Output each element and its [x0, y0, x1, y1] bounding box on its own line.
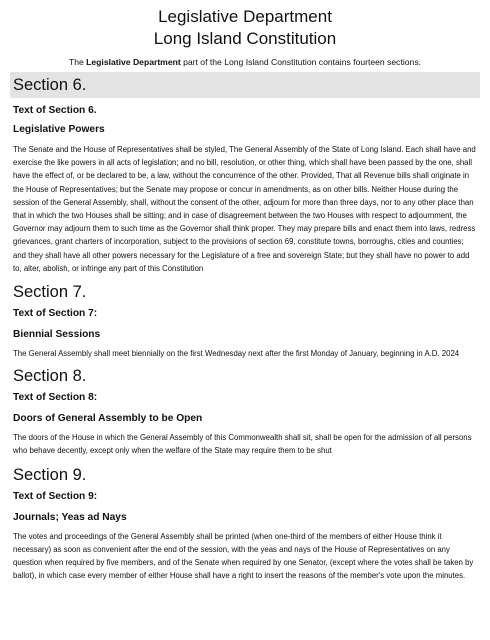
section-6 — [10, 72, 480, 275]
document-subtitle: Long Island Constitution — [153, 29, 337, 48]
section-text-label: Text of Section 7: — [13, 308, 98, 320]
intro-prefix: The — [68, 57, 87, 67]
intro-suffix: part of the Long Island Constitution contains fourteen sections. — [180, 57, 422, 67]
section-title: Biennial Sessions — [13, 329, 101, 341]
section-heading: Section 9. — [13, 465, 87, 484]
section-text-label: Text of Section 6. — [13, 105, 97, 116]
section-heading: Section 6. — [10, 72, 480, 98]
section-body: The General Assembly shall meet biennially on the first Wednesday next after the first Monday of January, beginning in A.D. 2024 — [13, 349, 460, 359]
document-title: Legislative Department — [158, 7, 332, 26]
intro-bold-term: Legislative Department — [86, 57, 181, 67]
intro-paragraph — [10, 56, 480, 68]
section-9 — [10, 464, 480, 583]
section-text-label: Text of Section 8: — [13, 392, 98, 404]
section-text-label: Text of Section 9: — [13, 490, 98, 502]
section-7 — [10, 281, 480, 360]
section-body: The votes and proceedings of the General Assembly shall be printed (when one-third of the members of either House think it necessary) as soon as convenient after the end of the session, with the yeas and nays of the House of Representatives on any question when required by five members, and of the Senate when required by one Senator, (except where the votes shall be taken by ballot), in which case every member of either House shall have a right to insert the reasons of the member's vote upon the minutes. — [13, 531, 474, 581]
section-heading: Section 8. — [13, 367, 87, 386]
section-8 — [10, 365, 480, 457]
section-title: Doors of General Assembly to be Open — [13, 413, 203, 425]
section-title: Legislative Powers — [13, 124, 105, 135]
section-body: The Senate and the House of Representatives shall be styled, The General Assembly of the State of Long Island. Each shall have and exercise the like powers in all acts of legislation; and no bill, resolution, or other thing, which shall have been passed by the one, shall have the effect of, or be declared to be, a law, without the concurrence of the other. Provided, That all Revenue bills shall originate in the House of Representatives; but the Senate may propose or concur in amendments, as on other bills. Neither House during the session of the General Assembly, shall, without the consent of the other, adjourn for more than three days, nor to any other place than that in which the two Houses shall be sitting; and in case of disagreement between the two Houses with respect to adjournment, the Governor may adjourn them to such time as the Governor shall think proper. They may prepare bills and enact them into laws, redress grievances, grant charters of incorporation, subject to the provisions of section 69, constitute towns, borroughs, cities and counties; and they shall have all other powers necessary for the Legislature of a free and sovereign State; but they shall have no power to add to, alter, abolish, or infringe any part of this Constitution — [13, 145, 476, 273]
section-body: The doors of the House in which the General Assembly of this Commonwealth shall sit, shall be open for the admission of all persons who behave decently, except only when the welfare of the State may require them to be shut — [13, 433, 472, 456]
section-title: Journals; Yeas ad Nays — [13, 511, 127, 523]
section-heading: Section 7. — [13, 283, 87, 302]
